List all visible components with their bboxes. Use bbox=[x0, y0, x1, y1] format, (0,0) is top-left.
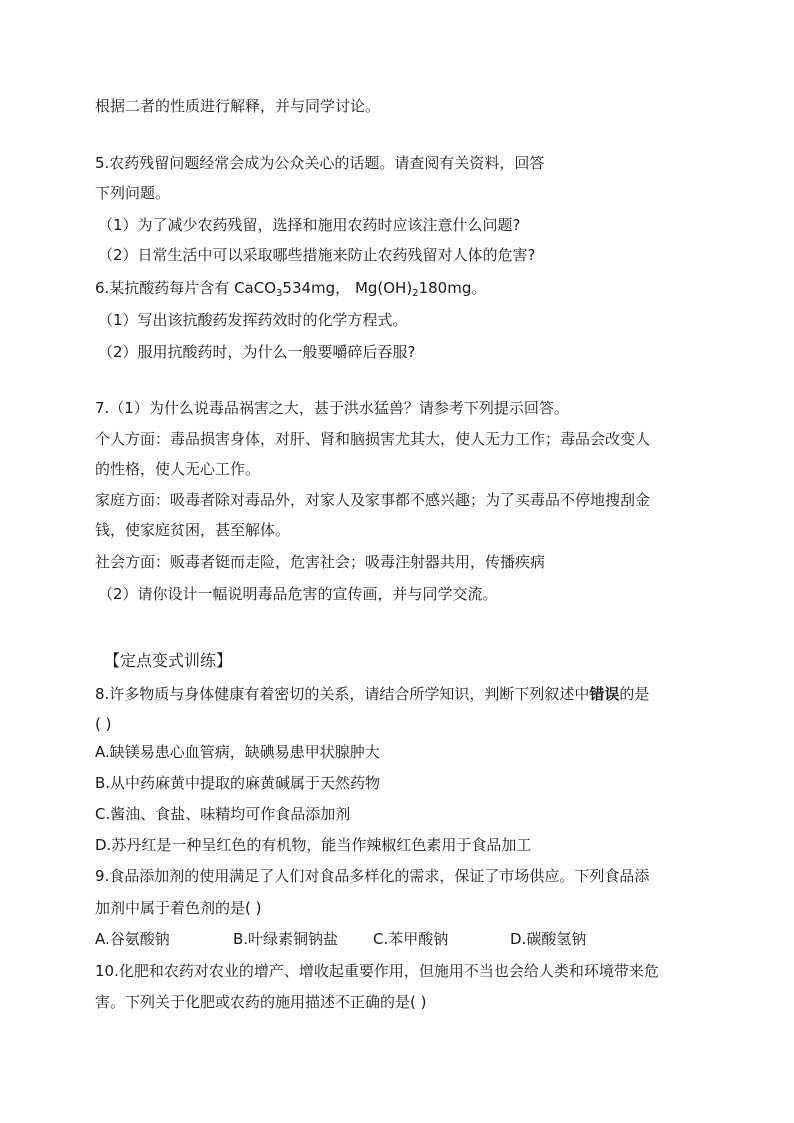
question-9-line-1: 9.食品添加剂的使用满足了人们对食品多样化的需求，保证了市场供应。下列食品添 bbox=[95, 867, 650, 885]
question-7-line-2: 个人方面：毒品损害身体，对肝、肾和脑损害尤其大，使人无力工作；毒品会改变人 bbox=[95, 430, 651, 448]
question-7-line-3: 的性格，使人无心工作。 bbox=[95, 460, 261, 478]
question-6-part-2: （2）服用抗酸药时，为什么一般要嚼碎后吞服? bbox=[98, 343, 416, 361]
question-9-line-2: 加剂中属于着色剂的是( ) bbox=[95, 899, 262, 917]
question-6-part-1: （1）写出该抗酸药发挥药效时的化学方程式。 bbox=[98, 311, 408, 329]
question-9-option-b: B.叶绿素铜钠盐 bbox=[233, 930, 339, 948]
question-8-line-1 bbox=[95, 684, 649, 704]
question-7-line-5: 钱，使家庭贫困，甚至解体。 bbox=[95, 521, 291, 539]
question-7-line-4: 家庭方面：吸毒者除对毒品外，对家人及家事都不感兴趣；为了买毒品不停地搜刮金 bbox=[95, 491, 651, 509]
q6-subscript-2: 2 bbox=[412, 288, 419, 299]
question-5-part-1: （1）为了减少农药残留，选择和施用农药时应该注意什么问题? bbox=[98, 216, 521, 234]
question-5-part-2: （2）日常生活中可以采取哪些措施来防止农药残留对人体的危害? bbox=[98, 246, 536, 264]
question-10-line-2: 害。下列关于化肥或农药的施用描述不正确的是( ) bbox=[95, 993, 427, 1011]
question-7-part-2: （2）请你设计一幅说明毒品危害的宣传画，并与同学交流。 bbox=[98, 585, 498, 603]
question-9-option-a: A.谷氨酸钠 bbox=[95, 930, 170, 948]
text-line: 根据二者的性质进行解释，并与同学讨论。 bbox=[95, 97, 381, 115]
question-8-answer-bracket: ( ) bbox=[95, 715, 112, 733]
question-5-line-2: 下列问题。 bbox=[95, 184, 171, 202]
question-9-option-c: C.苯甲酸钠 bbox=[373, 930, 449, 948]
question-8-option-b: B.从中药麻黄中提取的麻黄碱属于天然药物 bbox=[95, 774, 381, 792]
question-8-option-c: C.酱油、食盐、味精均可作食品添加剂 bbox=[95, 805, 351, 823]
q6-text-c: 180mg。 bbox=[418, 279, 487, 297]
section-heading: 【定点变式训练】 bbox=[104, 651, 233, 670]
q8-text-a: 8.许多物质与身体健康有着密切的关系，请结合所学知识，判断下列叙述中 bbox=[95, 685, 590, 703]
q6-text-b: 534mg， Mg(OH) bbox=[282, 279, 413, 297]
question-8-option-a: A.缺镁易患心血管病，缺碘易患甲状腺肿大 bbox=[95, 743, 380, 761]
question-7-line-6: 社会方面：贩毒者铤而走险，危害社会；吸毒注射器共用，传播疾病 bbox=[95, 553, 546, 571]
q6-text-a: 6.某抗酸药每片含有 CaCO bbox=[95, 279, 277, 297]
question-10-line-1: 10.化肥和农药对农业的增产、增收起重要作用，但施用不当也会给人类和环境带来危 bbox=[95, 962, 659, 980]
question-5-line-1: 5.农药残留问题经常会成为公众关心的话题。请查阅有关资料，回答 bbox=[95, 154, 545, 172]
q6-subscript-1: 3 bbox=[276, 288, 283, 299]
question-6-line bbox=[95, 278, 486, 298]
question-9-option-d: D.碳酸氢钠 bbox=[510, 930, 587, 948]
q8-text-b: 的是 bbox=[619, 685, 650, 703]
q8-emphasis: 错误 bbox=[589, 685, 620, 703]
question-8-option-d: D.苏丹红是一种呈红色的有机物，能当作辣椒红色素用于食品加工 bbox=[95, 836, 532, 854]
question-7-line-1: 7.（1）为什么说毒品祸害之大，甚于洪水猛兽？请参考下列提示回答。 bbox=[95, 399, 569, 417]
